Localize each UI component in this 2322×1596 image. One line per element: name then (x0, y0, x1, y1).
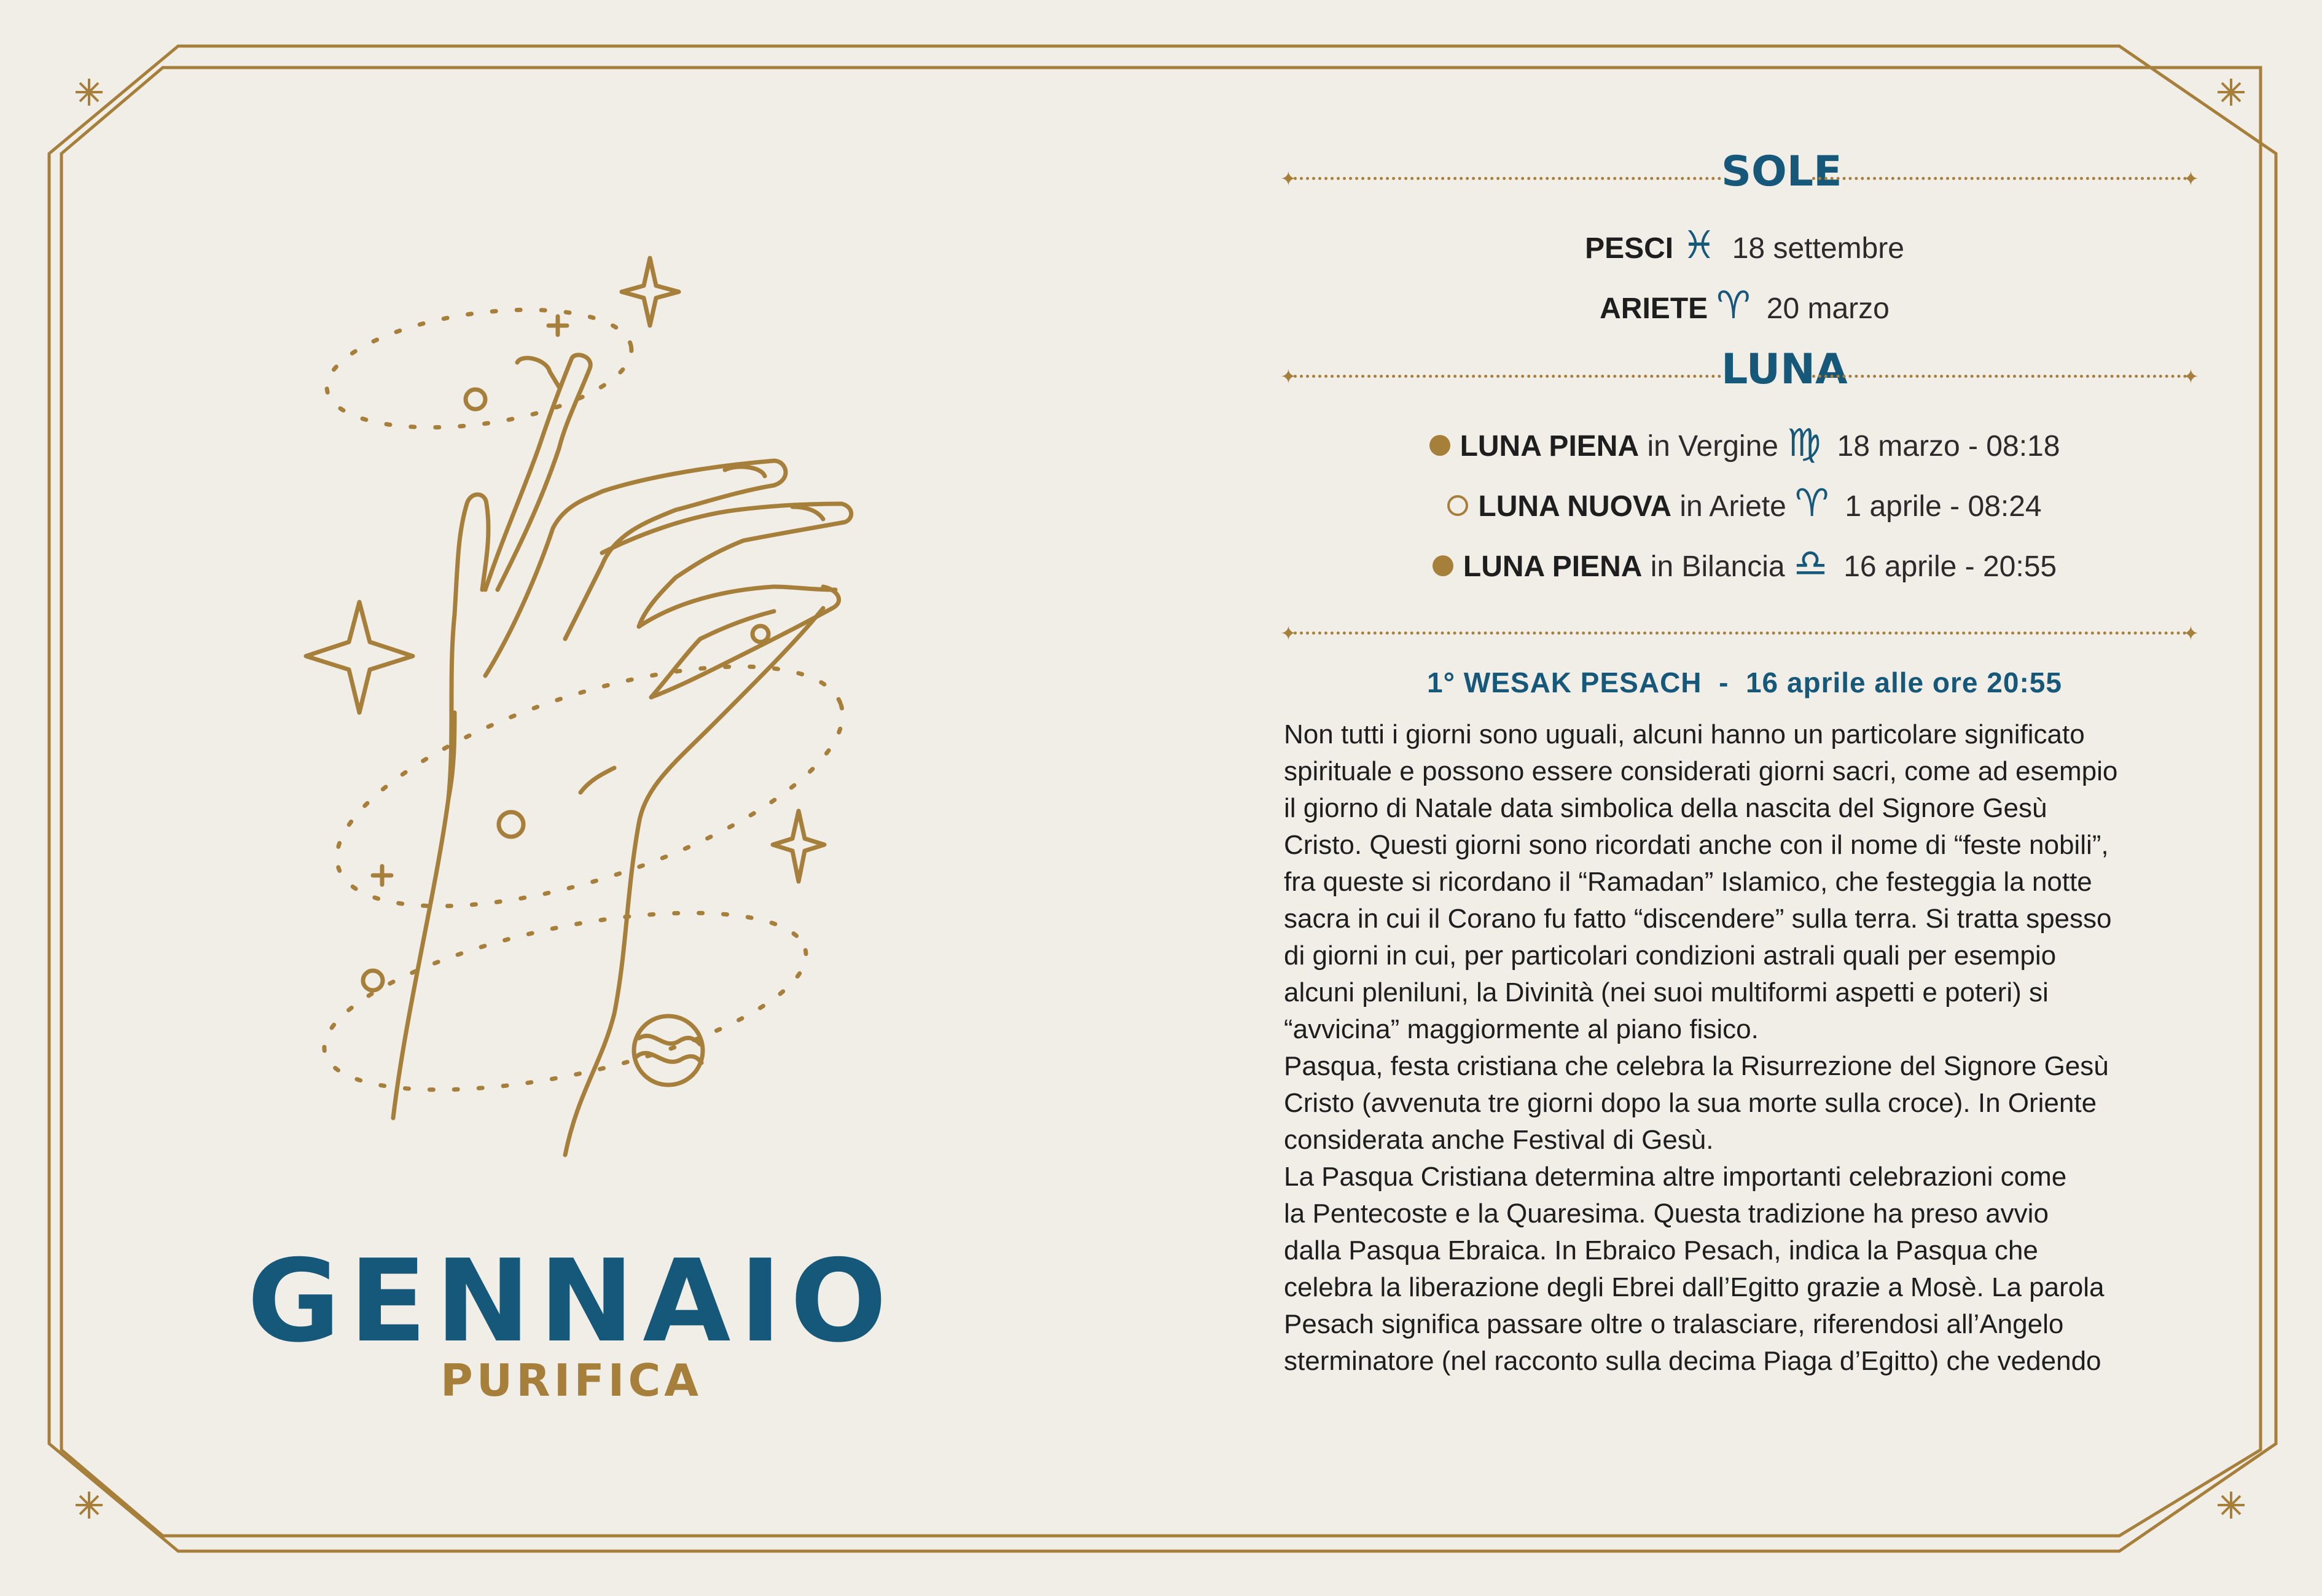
sign-name: PESCI (1585, 232, 1674, 265)
month-subtitle: PURIFICA (440, 1355, 702, 1406)
diamond-icon: ✦ (1280, 168, 1297, 190)
section-divider (1280, 596, 2205, 651)
body-line: dalla Pasqua Ebraica. In Ebraico Pesach, indica la Pasqua che (1284, 1235, 2038, 1265)
divider (1294, 177, 1721, 180)
sign-date: 20 marzo (1766, 292, 1890, 325)
virgo-icon: ♍ (1786, 420, 1821, 465)
full-moon-icon (1429, 435, 1450, 456)
new-moon-icon (1447, 495, 1468, 516)
body-line: Non tutti i giorni sono uguali, alcuni hanno un particolare significato (1284, 719, 2085, 749)
libra-icon: ♎ (1793, 541, 1828, 585)
month-title: GENNAIO (247, 1235, 896, 1367)
luna-row (1284, 533, 2205, 593)
body-line: il giorno di Natale data simbolica della nascita del Signore Gesù (1284, 793, 2047, 823)
sign-name: ARIETE (1600, 292, 1708, 325)
sole-heading: SOLE (1721, 147, 1842, 196)
body-line: sacra in cui il Corano fu fatto “discendere” sulla terra. Si tratta spesso (1284, 904, 2112, 934)
luna-heading: LUNA (1721, 345, 1848, 394)
body-line: La Pasqua Cristiana determina altre importanti celebrazioni come (1284, 1162, 2067, 1192)
diamond-icon: ✦ (2183, 168, 2199, 190)
hand-reaching-stars-icon (270, 246, 909, 1179)
diamond-icon: ✦ (2183, 366, 2199, 388)
body-line: fra queste si ricordano il “Ramadan” Islamico, che festeggia la notte (1284, 867, 2092, 897)
sole-section-header (1280, 141, 2205, 215)
moon-sign: in Bilancia (1650, 550, 1785, 583)
divider (1294, 632, 2187, 635)
diamond-icon: ✦ (1280, 366, 1297, 388)
body-line: considerata anche Festival di Gesù. (1284, 1125, 1714, 1155)
body-line: spirituale e possono essere considerati giorni sacri, come ad esempio (1284, 756, 2118, 786)
body-line: Pasqua, festa cristiana che celebra la Risurrezione del Signore Gesù (1284, 1051, 2109, 1081)
moon-phase: LUNA PIENA (1460, 430, 1640, 463)
divider (1294, 375, 1721, 378)
divider (1812, 375, 2187, 378)
body-line: Cristo. Questi giorni sono ricordati anche con il nome di “feste nobili”, (1284, 830, 2109, 860)
luna-section-header (1280, 339, 2205, 413)
aries-icon: ♈ (1716, 283, 1751, 327)
moon-date: 18 marzo - 08:18 (1837, 430, 2060, 463)
body-line: sterminatore (nel racconto sulla decima Piaga d’Egitto) che vedendo (1284, 1346, 2101, 1376)
body-line: Cristo (avvenuta tre giorni dopo la sua morte sulla croce). In Oriente (1284, 1088, 2097, 1118)
info-panel (1280, 141, 2205, 1380)
moon-sign: in Vergine (1647, 430, 1778, 463)
pisces-icon: ♓ (1682, 222, 1716, 267)
diamond-icon: ✦ (2183, 622, 2199, 644)
body-line: Pesach significa passare oltre o tralasciare, riferendosi all’Angelo (1284, 1309, 2064, 1339)
diamond-icon: ✦ (1280, 622, 1297, 644)
sign-date: 18 settembre (1732, 232, 1904, 265)
body-line: alcuni pleniluni, la Divinità (nei suoi multiformi aspetti e poteri) si (1284, 977, 2049, 1007)
divider (1812, 177, 2187, 180)
body-line: la Pentecoste e la Quaresima. Questa tradizione ha preso avvio (1284, 1199, 2049, 1229)
moon-phase: LUNA PIENA (1463, 550, 1643, 583)
aries-icon: ♈ (1794, 480, 1829, 525)
body-line: di giorni in cui, per particolari condizioni astrali quali per esempio (1284, 941, 2057, 971)
sole-row (1284, 275, 2205, 335)
moon-date: 16 aprile - 20:55 (1843, 550, 2057, 583)
moon-sign: in Ariete (1679, 490, 1786, 523)
moon-phase: LUNA NUOVA (1478, 490, 1672, 523)
event-heading: 1° WESAK PESACH - 16 aprile alle ore 20:55 (1427, 667, 2062, 698)
luna-row (1284, 473, 2205, 533)
body-text (1284, 716, 2205, 1380)
luna-row (1284, 413, 2205, 473)
moon-date: 1 aprile - 08:24 (1845, 490, 2042, 523)
body-line: “avvicina” maggiormente al piano fisico. (1284, 1014, 1759, 1044)
sole-row (1284, 215, 2205, 275)
full-moon-icon (1433, 555, 1453, 576)
body-line: celebra la liberazione degli Ebrei dall’Egitto grazie a Mosè. La parola (1284, 1272, 2105, 1302)
